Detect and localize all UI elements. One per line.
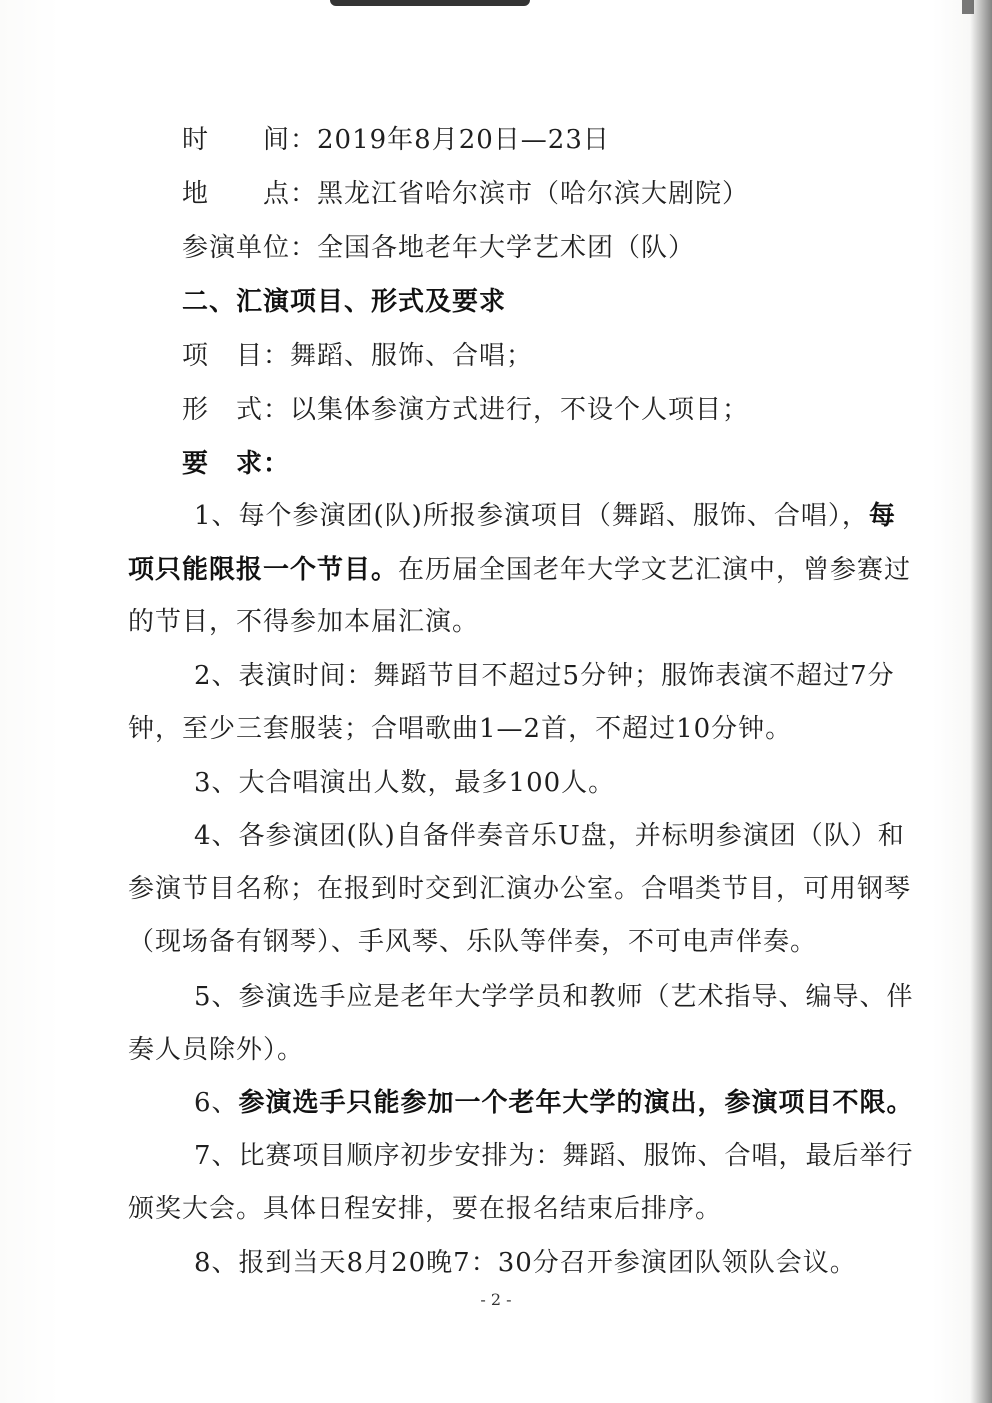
req4-line1: 4、各参演团(队)自备伴奏音乐U盘，并标明参演团（队）和 (194, 821, 905, 851)
time-line (182, 127, 610, 153)
scan-edge-top (330, 0, 530, 6)
place-label: 地 点： (182, 179, 318, 209)
section-heading: 二、汇演项目、形式及要求 (182, 287, 507, 317)
req8-line: 8、报到当天8月20晚7：30分召开参演团队领队会议。 (194, 1248, 857, 1278)
req7-line2: 颁奖大会。具体日程安排，要在报名结束后排序。 (128, 1194, 723, 1224)
req6-number: 6、 (194, 1088, 239, 1118)
place-value: 黑龙江省哈尔滨市（哈尔滨大剧院） (317, 179, 750, 209)
req2-line1: 2、表演时间：舞蹈节目不超过5分钟；服饰表演不超过7分 (194, 661, 895, 691)
unit-line (182, 235, 695, 261)
req4-line3: （现场备有钢琴）、手风琴、乐队等伴奏，不可电声伴奏。 (128, 927, 818, 957)
req1-text: 1、每个参演团(队)所报参演项目（舞蹈、服饰、合唱）， (194, 501, 869, 531)
unit-label: 参演单位： (182, 233, 318, 263)
form-line (182, 397, 749, 423)
req1-line1 (194, 503, 896, 529)
time-value: 2019年8月20日—23日 (317, 125, 610, 155)
req4-line2: 参演节目名称；在报到时交到汇演办公室。合唱类节目，可用钢琴 (128, 874, 912, 904)
unit-value: 全国各地老年大学艺术团（队） (317, 233, 696, 263)
req3-line: 3、大合唱演出人数，最多100人。 (194, 768, 616, 798)
items-value: 舞蹈、服饰、合唱； (290, 341, 534, 371)
req1-emphasis-b: 项只能限报一个节目。 (128, 555, 399, 585)
time-label: 时 间： (182, 125, 318, 155)
req7-line1: 7、比赛项目顺序初步安排为：舞蹈、服饰、合唱，最后举行 (194, 1141, 914, 1171)
req1-line2 (128, 557, 911, 583)
scan-edge-right (970, 0, 992, 1403)
page-number: - 2 - (480, 1290, 512, 1309)
req1-text-cont: 在历届全国老年大学文艺汇演中，曾参赛过 (398, 555, 912, 585)
items-label: 项 目： (182, 341, 291, 371)
req5-line1: 5、参演选手应是老年大学学员和教师（艺术指导、编导、伴 (194, 982, 914, 1012)
req1-line3: 的节目，不得参加本届汇演。 (128, 607, 480, 637)
req6-emphasis: 参演选手只能参加一个老年大学的演出，参演项目不限。 (238, 1088, 914, 1118)
req6-line (194, 1090, 914, 1116)
req5-line2: 奏人员除外）。 (128, 1035, 305, 1065)
req1-emphasis-a: 每 (868, 501, 896, 531)
form-value: 以集体参演方式进行，不设个人项目； (290, 395, 750, 425)
items-line (182, 343, 533, 369)
requirements-label: 要 求： (182, 449, 291, 479)
place-line (182, 181, 749, 207)
req2-line2: 钟，至少三套服装；合唱歌曲1—2首，不超过10分钟。 (128, 714, 793, 744)
form-label: 形 式： (182, 395, 291, 425)
